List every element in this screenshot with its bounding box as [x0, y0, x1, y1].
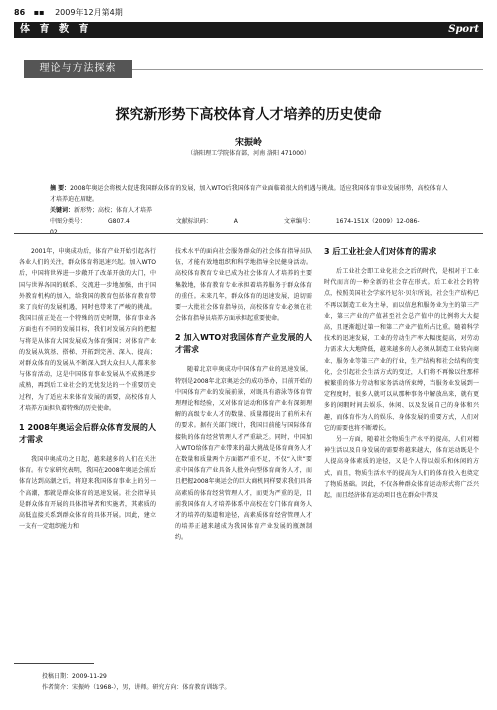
- clc-value: G807.4: [108, 218, 130, 225]
- section-2-heading: 2 加入WTO对我国体育产业发展的人才需求: [175, 333, 312, 355]
- clc-label: 中图分类号：: [50, 218, 87, 225]
- article-author: 宋振岭: [234, 138, 262, 148]
- abstract-label: 摘 要：: [50, 185, 71, 192]
- section-3-paragraph-2: 另一方面，随着社会物质生产水平的提高，人们对精神生活以及自身发展的需要将越来越大，体育运动既是个人提高身体素质的途径，又是个人得以娱乐和休闲的方式，而且，物质生活水平的提高为人们的体育投入也奠定了物质基础。因此，不仅各种群众体育运动形式将广泛兴起，而且经济体育运动项目也在群众中普及: [324, 436, 479, 500]
- doc-code-label: 文献标识码：: [175, 218, 212, 225]
- journal-logo-icon: ▪▪: [33, 8, 45, 17]
- body-column-1: [19, 246, 156, 532]
- keywords-label: 关键词：: [50, 207, 75, 214]
- abstract: [50, 183, 450, 205]
- running-header: [14, 6, 483, 20]
- footnote: [42, 671, 230, 693]
- intro-paragraph: 2001年，申奥成功后，体育产业开始引起各行各业人们的关注，群众体育将迅速兴起。加入WTO后，中国将世界进一步敞开了改革开放的大门，中国与世界各国的联系、交流进一步地加强，由于国外教育机构的加入，给我国的教育包括体育教育带来了良好的发展机遇，同时也带来了严峻的挑战。我国目前正处在一个特殊的历史时期，体育事业各方面也有不同的发展目标，我们对发展方向的把握与将是从体育大国发展成为体育强国；对体育产业的发展从筑基、搭梯、开拓到完善、深入、提高；对群众体育的发展从不断深入到大众扫人人都来参与体育活动，这是中国体育事业发展从不成熟逐步成熟，再到后工业社会的无忧发达的一个重要历史过程，为了适应未来体育发展的需要，高校体育人才培养方面担负着特殊的历史使命。: [19, 248, 156, 412]
- keywords: [50, 205, 450, 216]
- body-column-3: [324, 246, 479, 501]
- footnote-rule: [14, 663, 94, 664]
- abstract-text: 2008年奥运会将极大促进我国群众体育的发展，加入WTO后我国体育产业面临着很大的机遇与挑战。适应我国体育事业发展形势，高校体育人才培养迫在眉睫。: [50, 185, 448, 203]
- section-3-paragraph-1: 后工业社会即工业化社会之后的时代，是相对于工业时代而言的一种全新的社会存在形式。后工业社会的特点，按照美国社会学家丹尼尔·贝尔所说，社会生产结构已不再以制造工业为主导，而以信息和服务业为主的第三产业，第三产业的产值甚至社会总产值中的比例将大大提高，且逐渐超过第一和第二产业产值所占比重。随着科学技术的迅速发展，工业的劳动生产率大幅度提高，对劳动力需求大大地降低，越来越多的人必须从制造工业转向商业、服务业等第三产业的行业，生产结构和社会结构的变化，会引起社会生活方式的变迁，人们将不再像以往那样被繁重的体力劳动和家务活动所束缚，当服务业发展到一定程度时，很多人就可以从那种事务中解放出来，就有更多的闲暇时间去娱乐、休闲、以及发展自己的身体和兴趣，而体育作为人的娱乐、身体发展的重要方式，人们对它的需要也将不断增长。: [324, 268, 479, 432]
- author-bio: 作者简介：宋振岭（1968-），男，讲师。研究方向：体育教育训练学。: [42, 684, 231, 691]
- article-number-value: 1674-151X（2009）12-086-: [335, 218, 420, 225]
- category-tag: 理论与方法探索: [24, 60, 132, 78]
- section-1-paragraph: 我国申奥成功之日起，越来越多的人们在关注体育。有专家研究表明，我国在2008年奥运会前后体育达到高潮之后，将迎来我国体育事业上的另一个高潮，那就是群众体育的迅速发展。社会指导员是群众体育开展的具体指导者和实施者，其素质的高低直接关系到群众体育的具体开展。因此，建立一支有一定组织能力和: [19, 456, 156, 531]
- issue-label: 2009年12月第4期: [55, 8, 123, 17]
- keywords-text: 新形势；高校；体育人才培养: [74, 207, 153, 214]
- abstract-rule: [14, 233, 483, 234]
- received-date: 投稿日期：2009-11-29: [42, 673, 107, 680]
- doc-code: [176, 218, 260, 225]
- section-1-continued: 技术水平的面向社会服务群众的社会体育指导员队伍，才能有效地组织和科学地指导全民健身活动。高校体育教育专业已成为社会体育人才培养的主要集散地，体育教育专业承担着培养服务于群众体育的重任。未来几年，群众体育的迅速发展，迫切需要一大批社会体育指导员，高校体育专业必须在社会体育指导员培养方面承担起重要使命。: [175, 248, 312, 323]
- section-1-heading: 1 2008年奥运会后群众体育发展的人才需求: [19, 423, 156, 445]
- section-3-heading: 3 后工业社会人们对体育的需求: [324, 247, 437, 256]
- article-affiliation: （洛阳理工学院体育部，河南 洛阳 471000）: [187, 150, 310, 157]
- section-name: 体 育 教 育: [20, 24, 92, 35]
- body-column-2: [175, 246, 312, 544]
- page-number: 86: [14, 8, 26, 17]
- clc-code: [50, 218, 152, 225]
- brand-logo: Sport: [448, 24, 479, 35]
- section-banner: [14, 22, 483, 38]
- doc-code-value: A: [233, 218, 238, 225]
- category-rule: [132, 69, 483, 70]
- abstract-block: [50, 183, 450, 238]
- classification-codes: [50, 216, 450, 238]
- section-2-paragraph: 随着北京申奥成功中国体育产业的迅速发展，特别是2008年北京奥运会的成功举办，目前开始的中国体育产业的发展前景，对既具有游泳等体育管理理论和经验，又对体育运动和体育产业有深刻理解的高级专业人才的数量、质量都提出了前所未有的要求。据有关部门统计，我国目前能与国际体育接轨的体育经营管理人才严重缺乏。同时，中国加入WTO给体育产业带来的最大挑战是体育商务人才在数量和质量两个方面都严重不足，不仅“入世”要求中国体育产业具备人批外向型体育商务人才，而且把握2008年奥运会的巨大商机同样要求我们具备高素质的体育经营管理人才，而更为严重的是，目前我国体育人才培养体系中高校在专门体育商务人才的培养的渠道和途径，高素质体育经营管理人才的培养正越来越成为我国体育产业发展的瓶颈制约。: [175, 366, 312, 542]
- article-number-label: 文章编号：: [283, 218, 314, 225]
- article-title: 探究新形势下高校体育人才培养的历史使命: [115, 107, 382, 123]
